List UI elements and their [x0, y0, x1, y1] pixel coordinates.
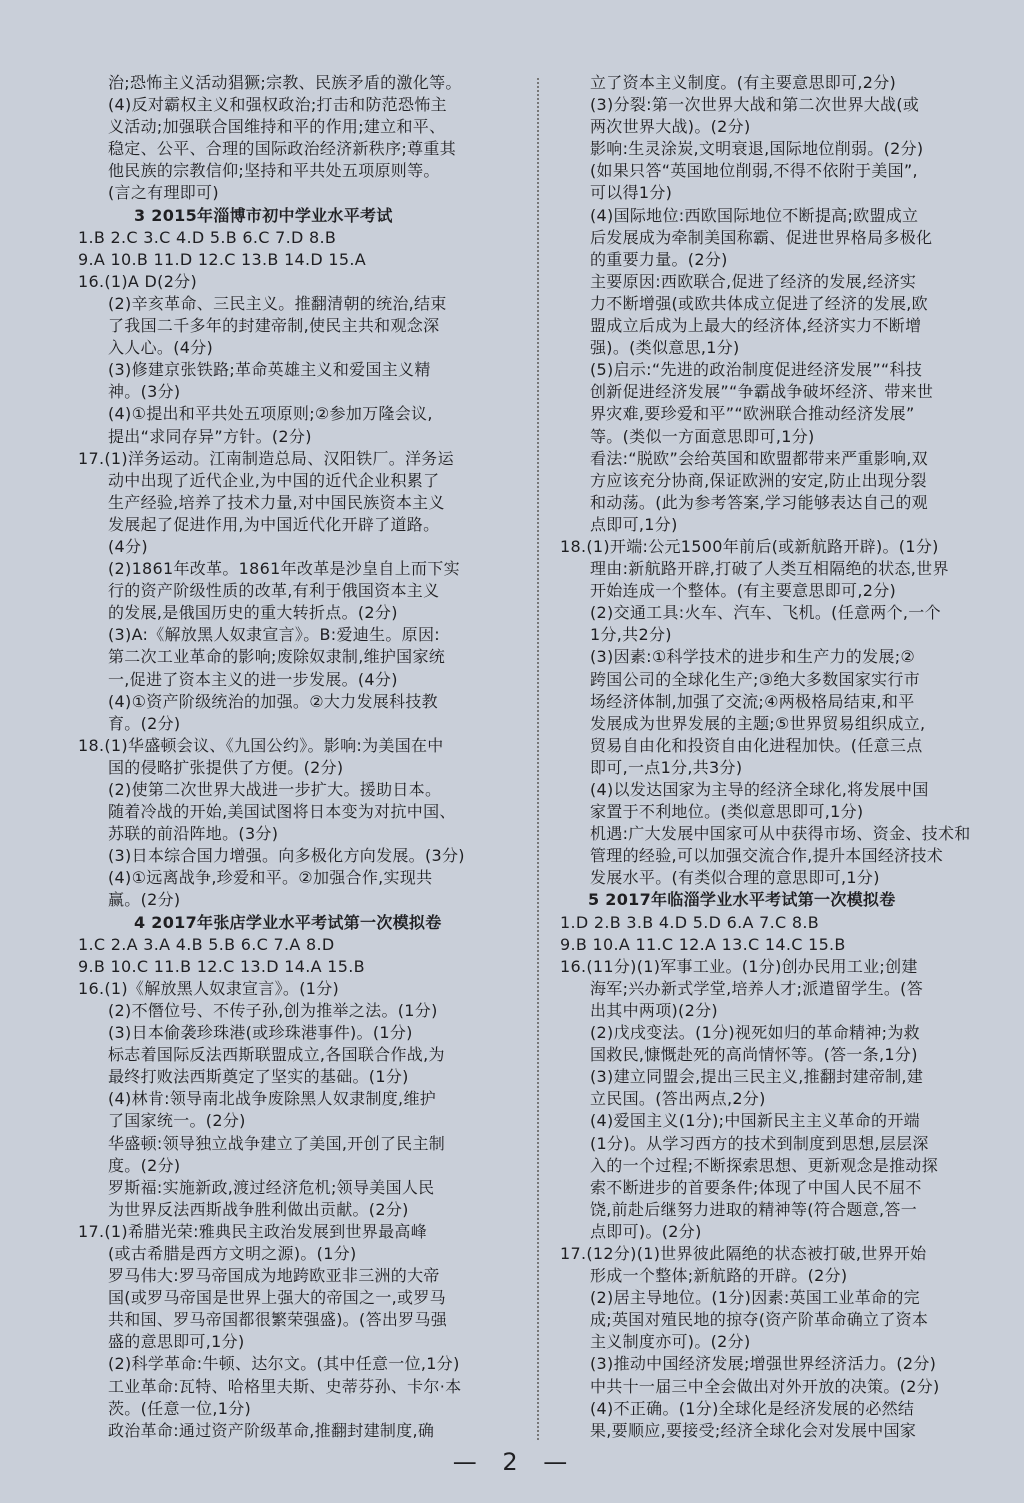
text-line: 一,促进了资本主义的进一步发展。(4分): [108, 669, 398, 689]
text-line: 标志着国际反法西斯联盟成立,各国联合作战,为: [108, 1045, 445, 1065]
text-line: 盟成立后成为上最大的经济体,经济实力不断增: [590, 316, 922, 336]
text-line: 华盛顿:领导独立战争建立了美国,开创了民主制: [108, 1133, 446, 1153]
text-line: 工业革命:瓦特、哈格里夫斯、史蒂芬孙、卡尔·本: [108, 1376, 462, 1396]
text-line: 后发展成为牵制美国称霸、促进世界格局多极化: [590, 227, 933, 247]
text-line: 16.(11分)(1)军事工业。(1分)创办民用工业;创建: [560, 956, 918, 976]
text-line: (4)林肯:领导南北战争废除黑人奴隶制度,维护: [108, 1089, 437, 1109]
text-line: (3)日本综合国力增强。向多极化方向发展。(3分): [108, 846, 465, 866]
text-line: 了我国二千多年的封建帝制,使民主共和观念深: [108, 316, 440, 336]
text-line: 了国家统一。(2分): [108, 1111, 246, 1131]
text-line: 他民族的宗教信仰;坚持和平共处五项原则等。: [108, 161, 440, 181]
text-line: (2)1861年改革。1861年改革是沙皇自上而下实: [108, 559, 460, 579]
text-line: 的重要力量。(2分): [590, 249, 728, 269]
text-line: 最终打败法西斯奠定了坚实的基础。(1分): [108, 1067, 409, 1087]
text-line: 入人心。(4分): [108, 338, 214, 358]
text-line: (3)修建京张铁路;革命英雄主义和爱国主义精: [108, 360, 431, 380]
text-line: 16.(1)A D(2分): [78, 271, 198, 291]
text-line: (3)因素:①科学技术的进步和生产力的发展;②: [590, 647, 916, 667]
text-line: 18.(1)开端:公元1500年前后(或新航路开辟)。(1分): [560, 536, 939, 556]
text-line: 跨国公司的全球化生产;③绝大多数国家实行市: [590, 669, 921, 689]
text-line: 9.B 10.A 11.C 12.A 13.C 14.C 15.B: [560, 934, 846, 954]
text-line: 行的资产阶级性质的改革,有利于俄国资本主义: [108, 581, 440, 601]
text-line: 随着冷战的开始,美国试图将日本变为对抗中国、: [108, 802, 456, 822]
text-line: 立了资本主义制度。(有主要意思即可,2分): [590, 73, 897, 92]
text-line: (2)戊戌变法。(1分)视死如归的革命精神;为救: [590, 1023, 920, 1043]
text-line: (3)A:《解放黑人奴隶宣言》。B:爱迪生。原因:: [108, 625, 440, 645]
text-line: 发展水平。(有类似合理的意思即可,1分): [590, 868, 880, 888]
section-heading: 3 2015年淄博市初中学业水平考试: [134, 205, 393, 225]
text-line: 理由:新航路开辟,打破了人类互相隔绝的状态,世界: [590, 559, 949, 579]
right-column: [560, 72, 990, 1442]
text-line: 创新促进经济发展”“争霸战争破坏经济、带来世: [590, 382, 934, 402]
text-line: 盛的意思即可,1分): [108, 1332, 245, 1352]
text-line: 17.(1)洋务运动。江南制造总局、汉阳铁厂。洋务运: [78, 448, 454, 468]
text-line: 国(或罗马帝国是世界上强大的帝国之一,或罗马: [108, 1288, 446, 1308]
text-line: 育。(2分): [108, 713, 181, 733]
text-line: (3)建立同盟会,提出三民主义,推翻封建帝制,建: [590, 1067, 924, 1087]
text-line: 神。(3分): [108, 382, 181, 402]
text-line: (1分)。从学习西方的技术到制度到思想,层层深: [590, 1133, 929, 1153]
text-line: 茨。(任意一位,1分): [108, 1398, 252, 1418]
page-footer: [0, 1448, 1024, 1476]
text-line: 点即可,1分): [590, 514, 678, 534]
text-line: 主要原因:西欧联合,促进了经济的发展,经济实: [590, 271, 917, 291]
text-line: 开始连成一个整体。(有主要意思即可,2分): [590, 581, 897, 601]
text-line: 等。(类似一方面意思即可,1分): [590, 426, 815, 446]
text-line: 的发展,是俄国历史的重大转折点。(2分): [108, 603, 398, 623]
text-line: 1分,共2分): [590, 625, 672, 645]
text-line: 生产经验,培养了技术力量,对中国民族资本主义: [108, 492, 445, 512]
text-line: 索不断进步的首要条件;体现了中国人民不屈不: [590, 1177, 922, 1197]
text-line: (2)使第二次世界大战进一步扩大。援助日本。: [108, 780, 442, 799]
text-line: 赢。(2分): [108, 890, 181, 910]
text-line: 9.B 10.C 11.B 12.C 13.D 14.A 15.B: [78, 956, 365, 976]
text-line: 海军;兴办新式学堂,培养人才;派遣留学生。(答: [590, 978, 924, 998]
text-line: (5)启示:“先进的政治制度促进经济发展”“科技: [590, 360, 923, 380]
text-line: (3)分裂:第一次世界大战和第二次世界大战(或: [590, 95, 920, 115]
footer-dash-right: —: [543, 1448, 572, 1476]
text-line: 1.C 2.A 3.A 4.B 5.B 6.C 7.A 8.D: [78, 934, 335, 954]
text-line: 共和国、罗马帝国都很繁荣强盛)。(答出罗马强: [108, 1310, 448, 1330]
text-line: 为世界反法西斯战争胜利做出贡献。(2分): [108, 1199, 409, 1219]
text-line: 方应该充分协商,保证欧洲的安定,防止出现分裂: [590, 470, 927, 490]
text-line: 治;恐怖主义活动猖獗;宗教、民族矛盾的激化等。: [108, 73, 462, 92]
text-line: 贸易自由化和投资自由化进程加快。(任意三点: [590, 735, 923, 755]
text-line: (4)反对霸权主义和强权政治;打击和防范恐怖主: [108, 95, 447, 115]
text-line: 影响:生灵涂炭,文明衰退,国际地位削弱。(2分): [590, 139, 924, 159]
text-line: (4)①远离战争,珍爱和平。②加强合作,实现共: [108, 868, 433, 888]
text-line: 义活动;加强联合国维持和平的作用;建立和平、: [108, 117, 446, 137]
text-line: 17.(1)希腊光荣:雅典民主政治发展到世界最高峰: [78, 1221, 428, 1241]
text-line: 看法:“脱欧”会给英国和欧盟都带来严重影响,双: [590, 448, 928, 468]
text-line: (4)不正确。(1分)全球化是经济发展的必然结: [590, 1398, 915, 1418]
text-line: (2)交通工具:火车、汽车、飞机。(任意两个,一个: [590, 603, 941, 623]
section-heading: 4 2017年张店学业水平考试第一次模拟卷: [134, 912, 442, 932]
text-line: 发展成为世界发展的主题;⑤世界贸易组织成立,: [590, 713, 926, 733]
text-line: 16.(1)《解放黑人奴隶宣言》。(1分): [78, 978, 340, 998]
text-line: 场经济体制,加强了交流;④两极格局结束,和平: [590, 691, 915, 711]
text-line: 成;英国对殖民地的掠夺(资产阶革命确立了资本: [590, 1310, 929, 1330]
text-line: 度。(2分): [108, 1155, 181, 1175]
text-line: 发展起了促进作用,为中国近代化开辟了道路。: [108, 514, 440, 534]
column-divider: [537, 78, 539, 1440]
text-line: (2)辛亥革命、三民主义。推翻清朝的统治,结束: [108, 293, 447, 313]
text-line: 第二次工业革命的影响;废除奴隶制,维护国家统: [108, 647, 446, 667]
text-line: 动中出现了近代企业,为中国的近代企业积累了: [108, 470, 440, 490]
text-line: (言之有理即可): [108, 183, 219, 203]
text-line: (3)推动中国经济发展;增强世界经济活力。(2分): [590, 1354, 937, 1374]
text-line: (2)科学革命:牛顿、达尔文。(其中任意一位,1分): [108, 1354, 460, 1374]
text-line: (4)①资产阶级统治的加强。②大力发展科技教: [108, 691, 438, 711]
text-line: 果,要顺应,要接受;经济全球化会对发展中国家: [590, 1420, 917, 1440]
text-line: 点即可)。(2分): [590, 1221, 702, 1241]
text-line: 强)。(类似意思,1分): [590, 338, 740, 358]
text-line: 提出“求同存异”方针。(2分): [108, 426, 312, 446]
text-line: (3)日本偷袭珍珠港(或珍珠港事件)。(1分): [108, 1023, 413, 1043]
text-line: 和动荡。(此为参考答案,学习能够表达自己的观: [590, 492, 928, 512]
text-line: 力不断增强(或欧共体成立促进了经济的发展,欧: [590, 293, 928, 313]
text-line: (2)不僭位号、不传子孙,创为推举之法。(1分): [108, 1000, 438, 1020]
text-line: 18.(1)华盛顿会议、《九国公约》。影响:为美国在中: [78, 735, 444, 755]
text-line: 国的侵略扩张提供了方便。(2分): [108, 757, 344, 777]
text-line: 罗斯福:实施新政,渡过经济危机;领导美国人民: [108, 1177, 435, 1197]
text-line: 17.(12分)(1)世界彼此隔绝的状态被打破,世界开始: [560, 1243, 927, 1263]
text-line: (如果只答“英国地位削弱,不得不依附于美国”,: [590, 161, 918, 181]
text-line: 中共十一届三中全会做出对外开放的决策。(2分): [590, 1376, 940, 1396]
text-line: 9.A 10.B 11.D 12.C 13.B 14.D 15.A: [78, 249, 367, 269]
text-line: 政治革命:通过资产阶级革命,推翻封建制度,确: [108, 1420, 435, 1440]
text-line: 机遇:广大发展中国家可从中获得市场、资金、技术和: [590, 824, 971, 844]
text-line: (2)居主导地位。(1分)因素:英国工业革命的完: [590, 1288, 920, 1308]
footer-dash-left: —: [452, 1448, 481, 1476]
text-line: 可以得1分): [590, 183, 673, 203]
text-line: 出其中两项)(2分): [590, 1000, 718, 1020]
text-line: 1.D 2.B 3.B 4.D 5.D 6.A 7.C 8.B: [560, 912, 820, 932]
text-line: (4)以发达国家为主导的经济全球化,将发展中国: [590, 780, 929, 799]
text-line: (或古希腊是西方文明之源)。(1分): [108, 1243, 357, 1263]
section-heading: 5 2017年临淄学业水平考试第一次模拟卷: [588, 890, 896, 910]
text-line: 两次世界大战)。(2分): [590, 117, 751, 137]
text-line: 稳定、公平、合理的国际政治经济新秩序;尊重其: [108, 139, 456, 159]
left-column: [78, 72, 518, 1442]
text-line: 罗马伟大:罗马帝国成为地跨欧亚非三洲的大帝: [108, 1266, 440, 1286]
text-line: 界灾难,要珍爱和平”“欧洲联合推动经济发展”: [590, 404, 915, 424]
text-line: 1.B 2.C 3.C 4.D 5.B 6.C 7.D 8.B: [78, 227, 337, 247]
text-line: (4)国际地位:西欧国际地位不断提高;欧盟成立: [590, 205, 919, 225]
text-line: 管理的经验,可以加强交流合作,提升本国经济技术: [590, 846, 944, 866]
text-line: 立民国。(答出两点,2分): [590, 1089, 766, 1109]
text-line: (4)爱国主义(1分);中国新民主主义革命的开端: [590, 1111, 920, 1131]
text-line: (4)①提出和平共处五项原则;②参加万隆会议,: [108, 404, 433, 424]
text-line: 国救民,慷慨赴死的高尚情怀等。(答一条,1分): [590, 1045, 918, 1065]
text-line: 苏联的前沿阵地。(3分): [108, 824, 279, 844]
text-line: 即可,一点1分,共3分): [590, 757, 743, 777]
text-line: 形成一个整体;新航路的开辟。(2分): [590, 1266, 848, 1286]
text-line: (4分): [108, 536, 148, 556]
text-line: 饶,前赴后继努力进取的精神等(符合题意,答一: [590, 1199, 918, 1219]
text-line: 主义制度亦可)。(2分): [590, 1332, 751, 1352]
text-line: 家置于不利地位。(类似意思即可,1分): [590, 802, 864, 822]
page-number: 2: [502, 1448, 522, 1476]
text-line: 入的一个过程;不断探索思想、更新观念是推动探: [590, 1155, 938, 1175]
